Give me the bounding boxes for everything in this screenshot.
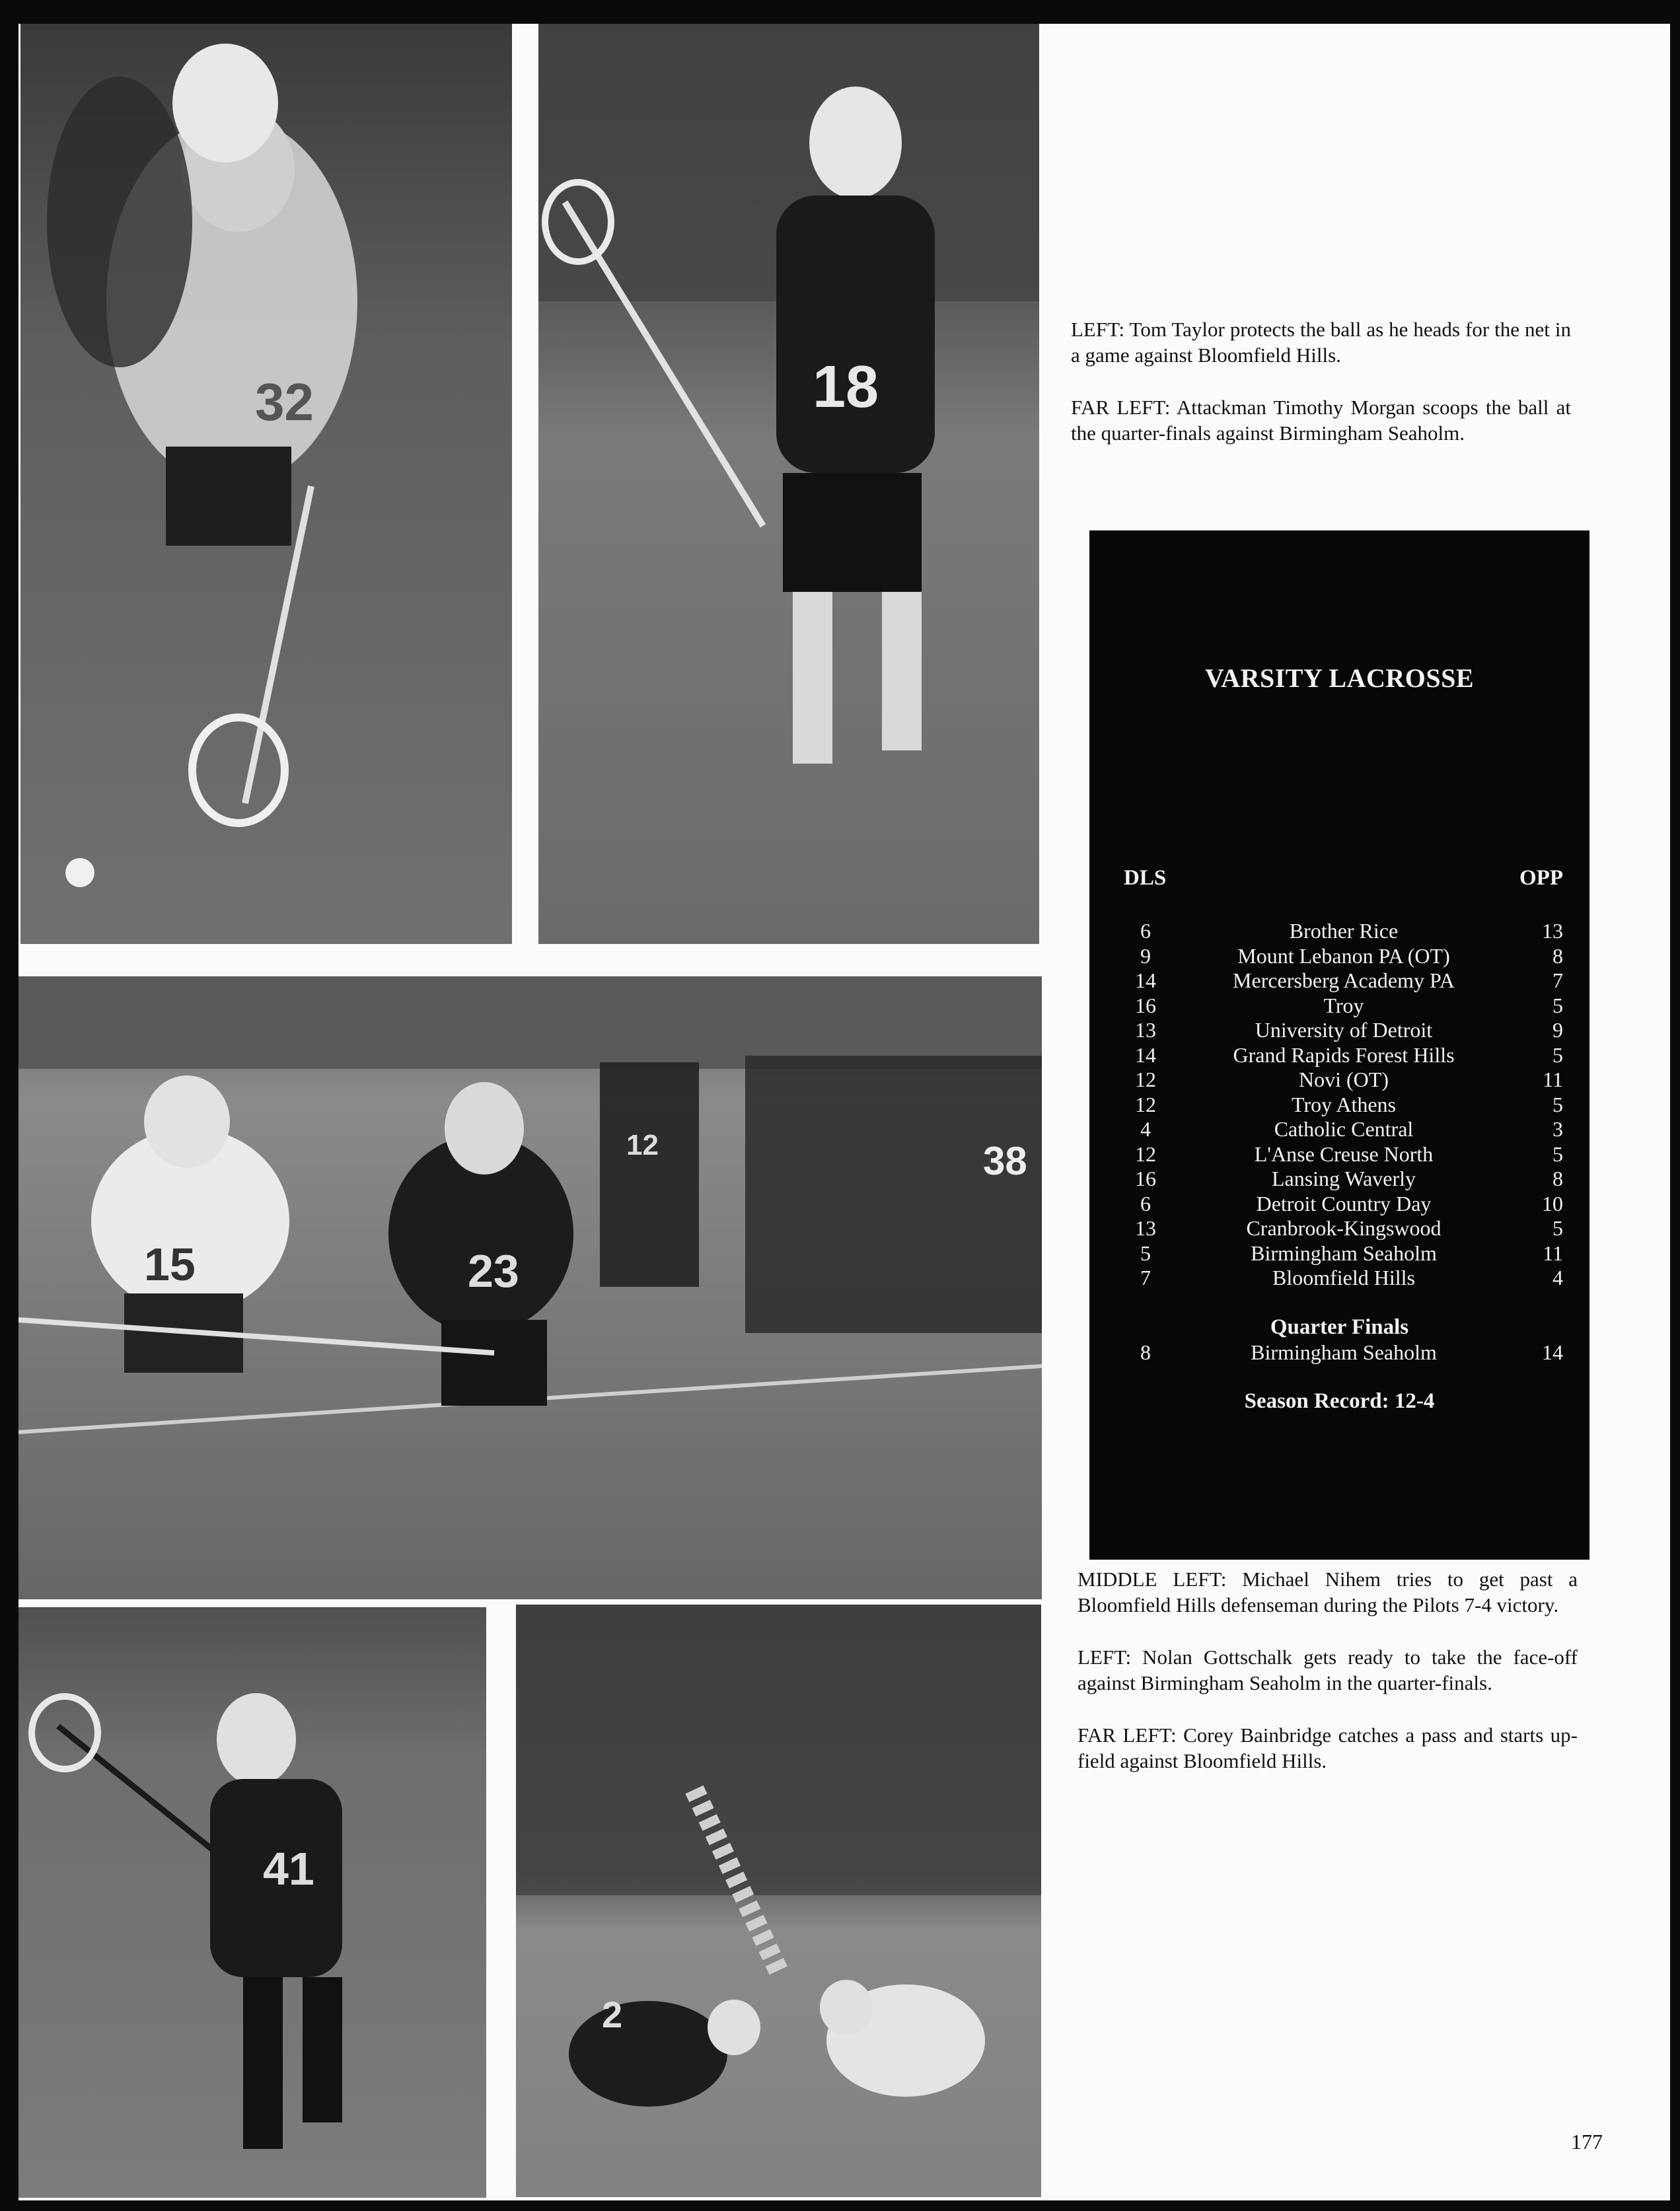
jersey-number: 32 [255, 373, 314, 431]
opp-score: 9 [1552, 1018, 1563, 1042]
dls-score: 12 [1135, 1092, 1156, 1116]
opp-score: 5 [1552, 1092, 1563, 1116]
dls-score: 5 [1140, 1241, 1151, 1265]
game-row [1089, 1167, 1589, 1192]
dls-score: 4 [1140, 1117, 1151, 1141]
column-header-opp: OPP [1519, 866, 1563, 890]
game-row [1089, 1068, 1589, 1093]
quarter-final-row [1089, 1340, 1589, 1365]
scorebox-title: VARSITY LACROSSE [1204, 663, 1475, 693]
dls-score: 14 [1135, 968, 1156, 992]
opponent-name: Novi (OT) [1299, 1068, 1389, 1091]
jersey-number: 12 [626, 1129, 659, 1161]
jersey-number: 2 [602, 1994, 623, 2035]
opponent-name: Birmingham Seaholm [1251, 1241, 1437, 1265]
jersey-number: 15 [144, 1239, 196, 1290]
dls-score: 7 [1140, 1266, 1151, 1289]
game-row [1089, 1117, 1589, 1142]
dls-score: 8 [1140, 1340, 1151, 1364]
varsity-lacrosse-scorebox [1089, 530, 1589, 1560]
photo-far-left-bainbridge [18, 1607, 486, 2198]
opp-score: 11 [1543, 1241, 1563, 1265]
dls-score: 9 [1140, 943, 1151, 968]
game-row [1089, 968, 1589, 994]
opp-score: 5 [1552, 1042, 1563, 1067]
game-row [1089, 1043, 1589, 1068]
opponent-name: Troy [1323, 993, 1364, 1017]
opp-score: 11 [1543, 1068, 1563, 1091]
game-row [1089, 1018, 1589, 1043]
dls-score: 13 [1135, 1018, 1156, 1042]
opponent-name: Grand Rapids Forest Hills [1233, 1042, 1455, 1067]
quarter-finals-heading: Quarter Finals [1270, 1315, 1409, 1339]
game-row [1089, 1093, 1589, 1118]
opponent-name: Brother Rice [1289, 919, 1399, 943]
game-row [1089, 1192, 1589, 1217]
opponent-name: Lansing Waverly [1271, 1167, 1416, 1190]
caption-left-gottschalk: LEFT: Nolan Gottschalk gets ready to take the face-off against Birmingham Seaholm in the quarter-finals. [1077, 1646, 1578, 1694]
caption-far-left-bainbridge: FAR LEFT: Corey Bainbridge catches a pass and starts up-field against Bloomfield Hills. [1077, 1723, 1578, 1772]
yearbook-page [18, 24, 1670, 2200]
game-row [1089, 944, 1589, 969]
opponent-name: Cranbrook-Kingswood [1246, 1216, 1442, 1240]
opponent-name: Detroit Country Day [1256, 1191, 1432, 1215]
dls-score: 6 [1140, 1191, 1151, 1215]
opponent-name: Birmingham Seaholm [1251, 1340, 1437, 1364]
opp-score: 8 [1552, 1167, 1563, 1190]
dls-score: 16 [1135, 993, 1156, 1017]
game-row [1089, 1142, 1589, 1167]
jersey-number: 23 [468, 1245, 519, 1297]
opp-score: 7 [1552, 968, 1563, 992]
opponent-name: Catholic Central [1274, 1117, 1414, 1141]
opponent-name: L'Anse Creuse North [1254, 1142, 1434, 1166]
opponent-name: Bloomfield Hills [1272, 1266, 1415, 1289]
game-row [1089, 1266, 1589, 1291]
opp-score: 4 [1552, 1266, 1563, 1289]
caption-middle-left-nihem: MIDDLE LEFT: Michael Nihem tries to get past a Bloomfield Hills defenseman during the Pilots 7-4 victory. [1077, 1568, 1578, 1616]
game-results-list [1089, 919, 1589, 1291]
opp-score: 5 [1552, 993, 1563, 1017]
opponent-name: Troy Athens [1292, 1092, 1396, 1116]
captions-top [1071, 316, 1571, 472]
photo-middle-left-nihem [18, 976, 1042, 1599]
game-row [1089, 994, 1589, 1019]
caption-left-taylor: LEFT: Tom Taylor protects the ball as he heads for the net in a game against Bloomfield Hills. [1071, 318, 1571, 367]
photo-left-gottschalk [516, 1605, 1041, 2197]
photo-left-taylor [538, 24, 1039, 944]
caption-far-left-morgan: FAR LEFT: Attackman Timothy Morgan scoops the ball at the quarter-finals against Birmingham Seaholm. [1071, 396, 1571, 445]
column-header-dls: DLS [1124, 866, 1167, 890]
jersey-number: 38 [983, 1139, 1027, 1183]
dls-score: 13 [1135, 1216, 1156, 1240]
page-number: 177 [1571, 2130, 1603, 2154]
opponent-name: Mercersberg Academy PA [1233, 968, 1455, 992]
game-row [1089, 1241, 1589, 1266]
jersey-number: 18 [813, 354, 879, 420]
opp-score: 13 [1542, 919, 1563, 943]
opp-score: 8 [1552, 943, 1563, 968]
opp-score: 10 [1542, 1191, 1563, 1215]
opponent-name: Mount Lebanon PA (OT) [1237, 943, 1450, 968]
opp-score: 5 [1552, 1216, 1563, 1240]
dls-score: 12 [1135, 1142, 1156, 1166]
season-record: Season Record: 12-4 [1244, 1389, 1435, 1413]
game-row [1089, 1216, 1589, 1241]
photo-far-left-morgan [20, 24, 512, 944]
opponent-name: University of Detroit [1255, 1018, 1433, 1042]
captions-bottom [1077, 1566, 1578, 1800]
dls-score: 14 [1135, 1042, 1156, 1067]
dls-score: 6 [1140, 919, 1151, 943]
jersey-number: 41 [263, 1843, 314, 1895]
dls-score: 16 [1135, 1167, 1156, 1190]
opp-score: 3 [1552, 1117, 1563, 1141]
dls-score: 12 [1135, 1068, 1156, 1091]
game-row [1089, 919, 1589, 944]
opp-score: 5 [1552, 1142, 1563, 1166]
opp-score: 14 [1542, 1340, 1563, 1364]
